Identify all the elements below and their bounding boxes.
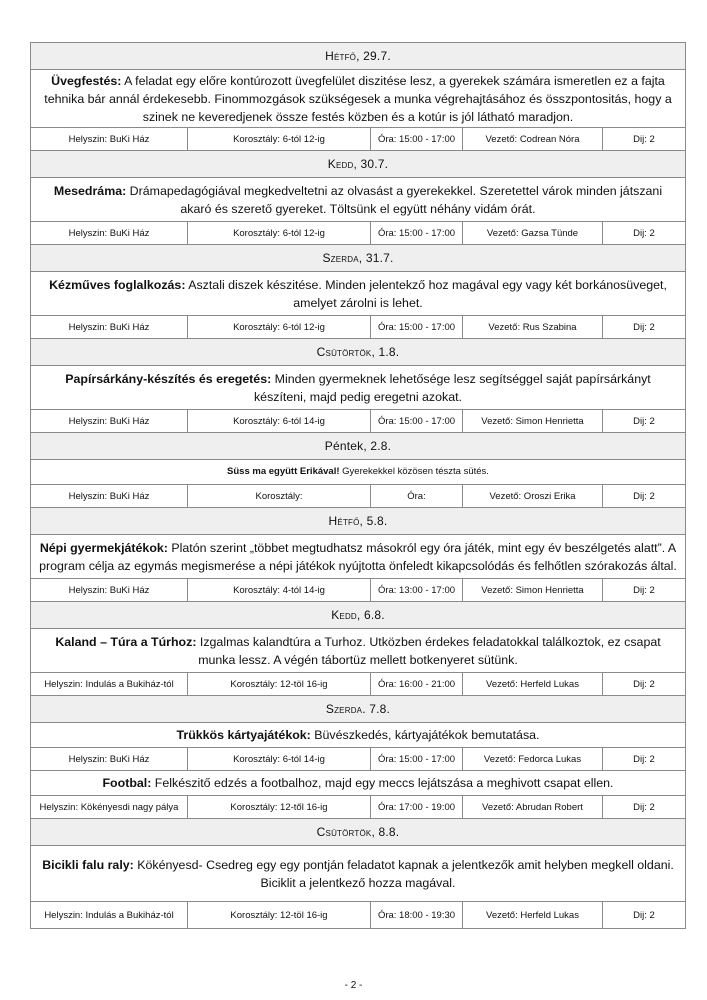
day-label: Kedd, 6.8. [331, 608, 385, 622]
day-header [31, 696, 685, 723]
day-header [31, 339, 685, 366]
age-cell: Korosztály: 6-tól 14-ig [188, 748, 371, 770]
event-description [31, 771, 685, 796]
event-description [31, 70, 685, 128]
day-header [31, 245, 685, 272]
leader-cell: Vezető: Fedorca Lukas [463, 748, 603, 770]
age-cell: Korosztály: 12-töl 16-ig [188, 902, 371, 928]
day-header [31, 819, 685, 846]
event-title: Népi gyermekjátékok: [39, 540, 168, 555]
location-cell: Helyszin: BuKi Ház [31, 316, 188, 338]
day-label: Kedd, 30.7. [327, 157, 389, 171]
event-title: Süss ma együtt Erikával! [227, 466, 340, 477]
day-label: Hétfő, 5.8. [328, 514, 388, 528]
event-description [31, 460, 685, 485]
event-details-row [31, 796, 685, 819]
event-details-row [31, 222, 685, 245]
age-cell: Korosztály: 6-tól 12-ig [188, 316, 371, 338]
age-cell: Korosztály: [188, 485, 371, 507]
event-description [31, 366, 685, 410]
location-cell: Helyszin: BuKi Ház [31, 222, 188, 244]
time-cell: Óra: 15:00 - 17:00 [371, 316, 463, 338]
day-label: Hétfő, 29.7. [325, 49, 391, 63]
fee-cell: Dij: 2 [633, 227, 655, 239]
event-title: Papírsárkány-készítés és eregetés: [65, 371, 272, 386]
event-details-row [31, 316, 685, 339]
event-text: Minden gyermeknek lehetősége lesz segítséggel saját papírsárkányt készíteni, majd pedig eregetni azokat. [253, 371, 651, 404]
event-text: A feladat egy előre kontúrozott üvegfelület diszitése lesz, a gyerekek számára ismeretlen ez a fajta tehnika bár annál érdekesebb. Finommozgások szükségesek a munka végrehajtásához és összpontositás, hogy a szinek ne keveredjenek össze festés közben és a kotúr is jól látható maradjon. [44, 73, 672, 124]
event-details-row [31, 410, 685, 433]
time-cell: Óra: 16:00 - 21:00 [371, 673, 463, 695]
event-text: Drámapedagógiával megkedveltetni az olvasást a gyerekekkel. Szeretettel várok minden játszani akaró és szerető gyereket. Töltsünk el együtt néhány vidám órát. [126, 183, 663, 216]
event-text: Felkészitő edzés a footbalhoz, majd egy meccs lejátszása a meghivott csapat ellen. [151, 776, 614, 790]
location-cell: Helyszin: BuKi Ház [31, 579, 188, 601]
event-details-row [31, 673, 685, 696]
day-header [31, 433, 685, 460]
day-header [31, 508, 685, 535]
age-cell: Korosztály: 12-töl 16-ig [188, 673, 371, 695]
event-details-row [31, 579, 685, 602]
event-description [31, 629, 685, 673]
day-label: Szerda, 31.7. [322, 251, 394, 265]
fee-cell: Dij: 2 [633, 133, 655, 145]
day-header [31, 43, 685, 70]
event-details-row [31, 485, 685, 508]
event-title: Bicikli falu raly: [42, 857, 134, 872]
location-cell: Helyszin: BuKi Ház [31, 485, 188, 507]
leader-cell: Vezető: Herfeld Lukas [463, 902, 603, 928]
age-cell: Korosztály: 6-tól 12-ig [188, 222, 371, 244]
time-cell: Óra: 15:00 - 17:00 [371, 222, 463, 244]
event-description [31, 272, 685, 316]
location-cell: Helyszin: Indulás a Bukiház-tól [31, 902, 188, 928]
day-label: Csütörtök, 8.8. [316, 825, 400, 839]
fee-cell: Dij: 2 [633, 584, 655, 596]
time-cell: Óra: 15:00 - 17:00 [371, 410, 463, 432]
event-details-row [31, 902, 685, 928]
event-text: Gyerekekkel közösen tészta sütés. [339, 466, 489, 477]
leader-cell: Vezető: Codrean Nóra [463, 128, 603, 150]
event-description [31, 846, 685, 902]
age-cell: Korosztály: 6-tól 12-ig [188, 128, 371, 150]
event-description [31, 723, 685, 748]
event-text: Platón szerint „többet megtudhatsz másokról egy óra játék, mint egy év beszélgetés alatt”. A program célja az egymás megismerése a népi játékok nyújtotta önfeledt kikapcsolódás és felhőtlen szórakozás által. [39, 540, 677, 573]
fee-cell: Dij: 2 [633, 321, 655, 333]
event-description [31, 535, 685, 579]
location-cell: Helyszin: Kökényesdi nagy pálya [31, 796, 188, 818]
event-details-row [31, 128, 685, 151]
age-cell: Korosztály: 6-tól 14-ig [188, 410, 371, 432]
time-cell: Óra: 15:00 - 17:00 [371, 128, 463, 150]
event-details-row [31, 748, 685, 771]
fee-cell: Dij: 2 [633, 490, 655, 502]
event-text: Izgalmas kalandtúra a Turhoz. Utközben érdekes feladatokkal találkoztok, ez csapat munka lessz. A végén tábortüz mellett botkenyeret sütünk. [196, 634, 661, 667]
event-text: Kökényesd- Csedreg egy egy pontján feladatot kapnak a jelentkezők amit helyben megkell oldani. Biciklit a jelentkező hozza magával. [133, 857, 674, 890]
leader-cell: Vezető: Simon Henrietta [463, 579, 603, 601]
leader-cell: Vezető: Rus Szabina [463, 316, 603, 338]
location-cell: Helyszin: BuKi Ház [31, 128, 188, 150]
fee-cell: Dij: 2 [633, 678, 655, 690]
schedule-table [30, 42, 686, 929]
day-label: Péntek, 2.8. [324, 439, 392, 453]
leader-cell: Vezető: Oroszi Erika [463, 485, 603, 507]
time-cell: Óra: 17:00 - 19:00 [371, 796, 463, 818]
age-cell: Korosztály: 12-től 16-ig [188, 796, 371, 818]
event-title: Üvegfestés: [51, 73, 122, 88]
time-cell: Óra: [371, 485, 463, 507]
event-description [31, 178, 685, 222]
day-label: Csütörtök, 1.8. [316, 345, 400, 359]
event-text: Büvészkedés, kártyajátékok bemutatása. [310, 728, 540, 742]
time-cell: Óra: 18:00 - 19:30 [371, 902, 463, 928]
day-header [31, 602, 685, 629]
fee-cell: Dij: 2 [633, 415, 655, 427]
day-header [31, 151, 685, 178]
event-title: Trükkös kártyajátékok: [176, 728, 311, 742]
page-number: - 2 - [344, 980, 363, 991]
fee-cell: Dij: 2 [633, 753, 655, 765]
location-cell: Helyszin: BuKi Ház [31, 748, 188, 770]
event-title: Footbal: [102, 776, 152, 790]
event-title: Kaland – Túra a Túrhoz: [55, 634, 197, 649]
fee-cell: Dij: 2 [633, 801, 655, 813]
leader-cell: Vezető: Simon Henrietta [463, 410, 603, 432]
time-cell: Óra: 15:00 - 17:00 [371, 748, 463, 770]
location-cell: Helyszin: BuKi Ház [31, 410, 188, 432]
fee-cell: Dij: 2 [633, 909, 655, 921]
age-cell: Korosztály: 4-tól 14-ig [188, 579, 371, 601]
day-label: Szerda. 7.8. [325, 702, 391, 716]
location-cell: Helyszin: Indulás a Bukiház-tól [31, 673, 188, 695]
leader-cell: Vezető: Gazsa Tünde [463, 222, 603, 244]
event-title: Mesedráma: [53, 183, 127, 198]
time-cell: Óra: 13:00 - 17:00 [371, 579, 463, 601]
event-text: Asztali diszek készitése. Minden jelentekző hoz magával egy vagy két borkánosüveget, amelyet zárolni is lehet. [185, 277, 667, 310]
event-title: Kézműves foglalkozás: [49, 277, 186, 292]
leader-cell: Vezető: Herfeld Lukas [463, 673, 603, 695]
leader-cell: Vezető: Abrudan Robert [463, 796, 603, 818]
